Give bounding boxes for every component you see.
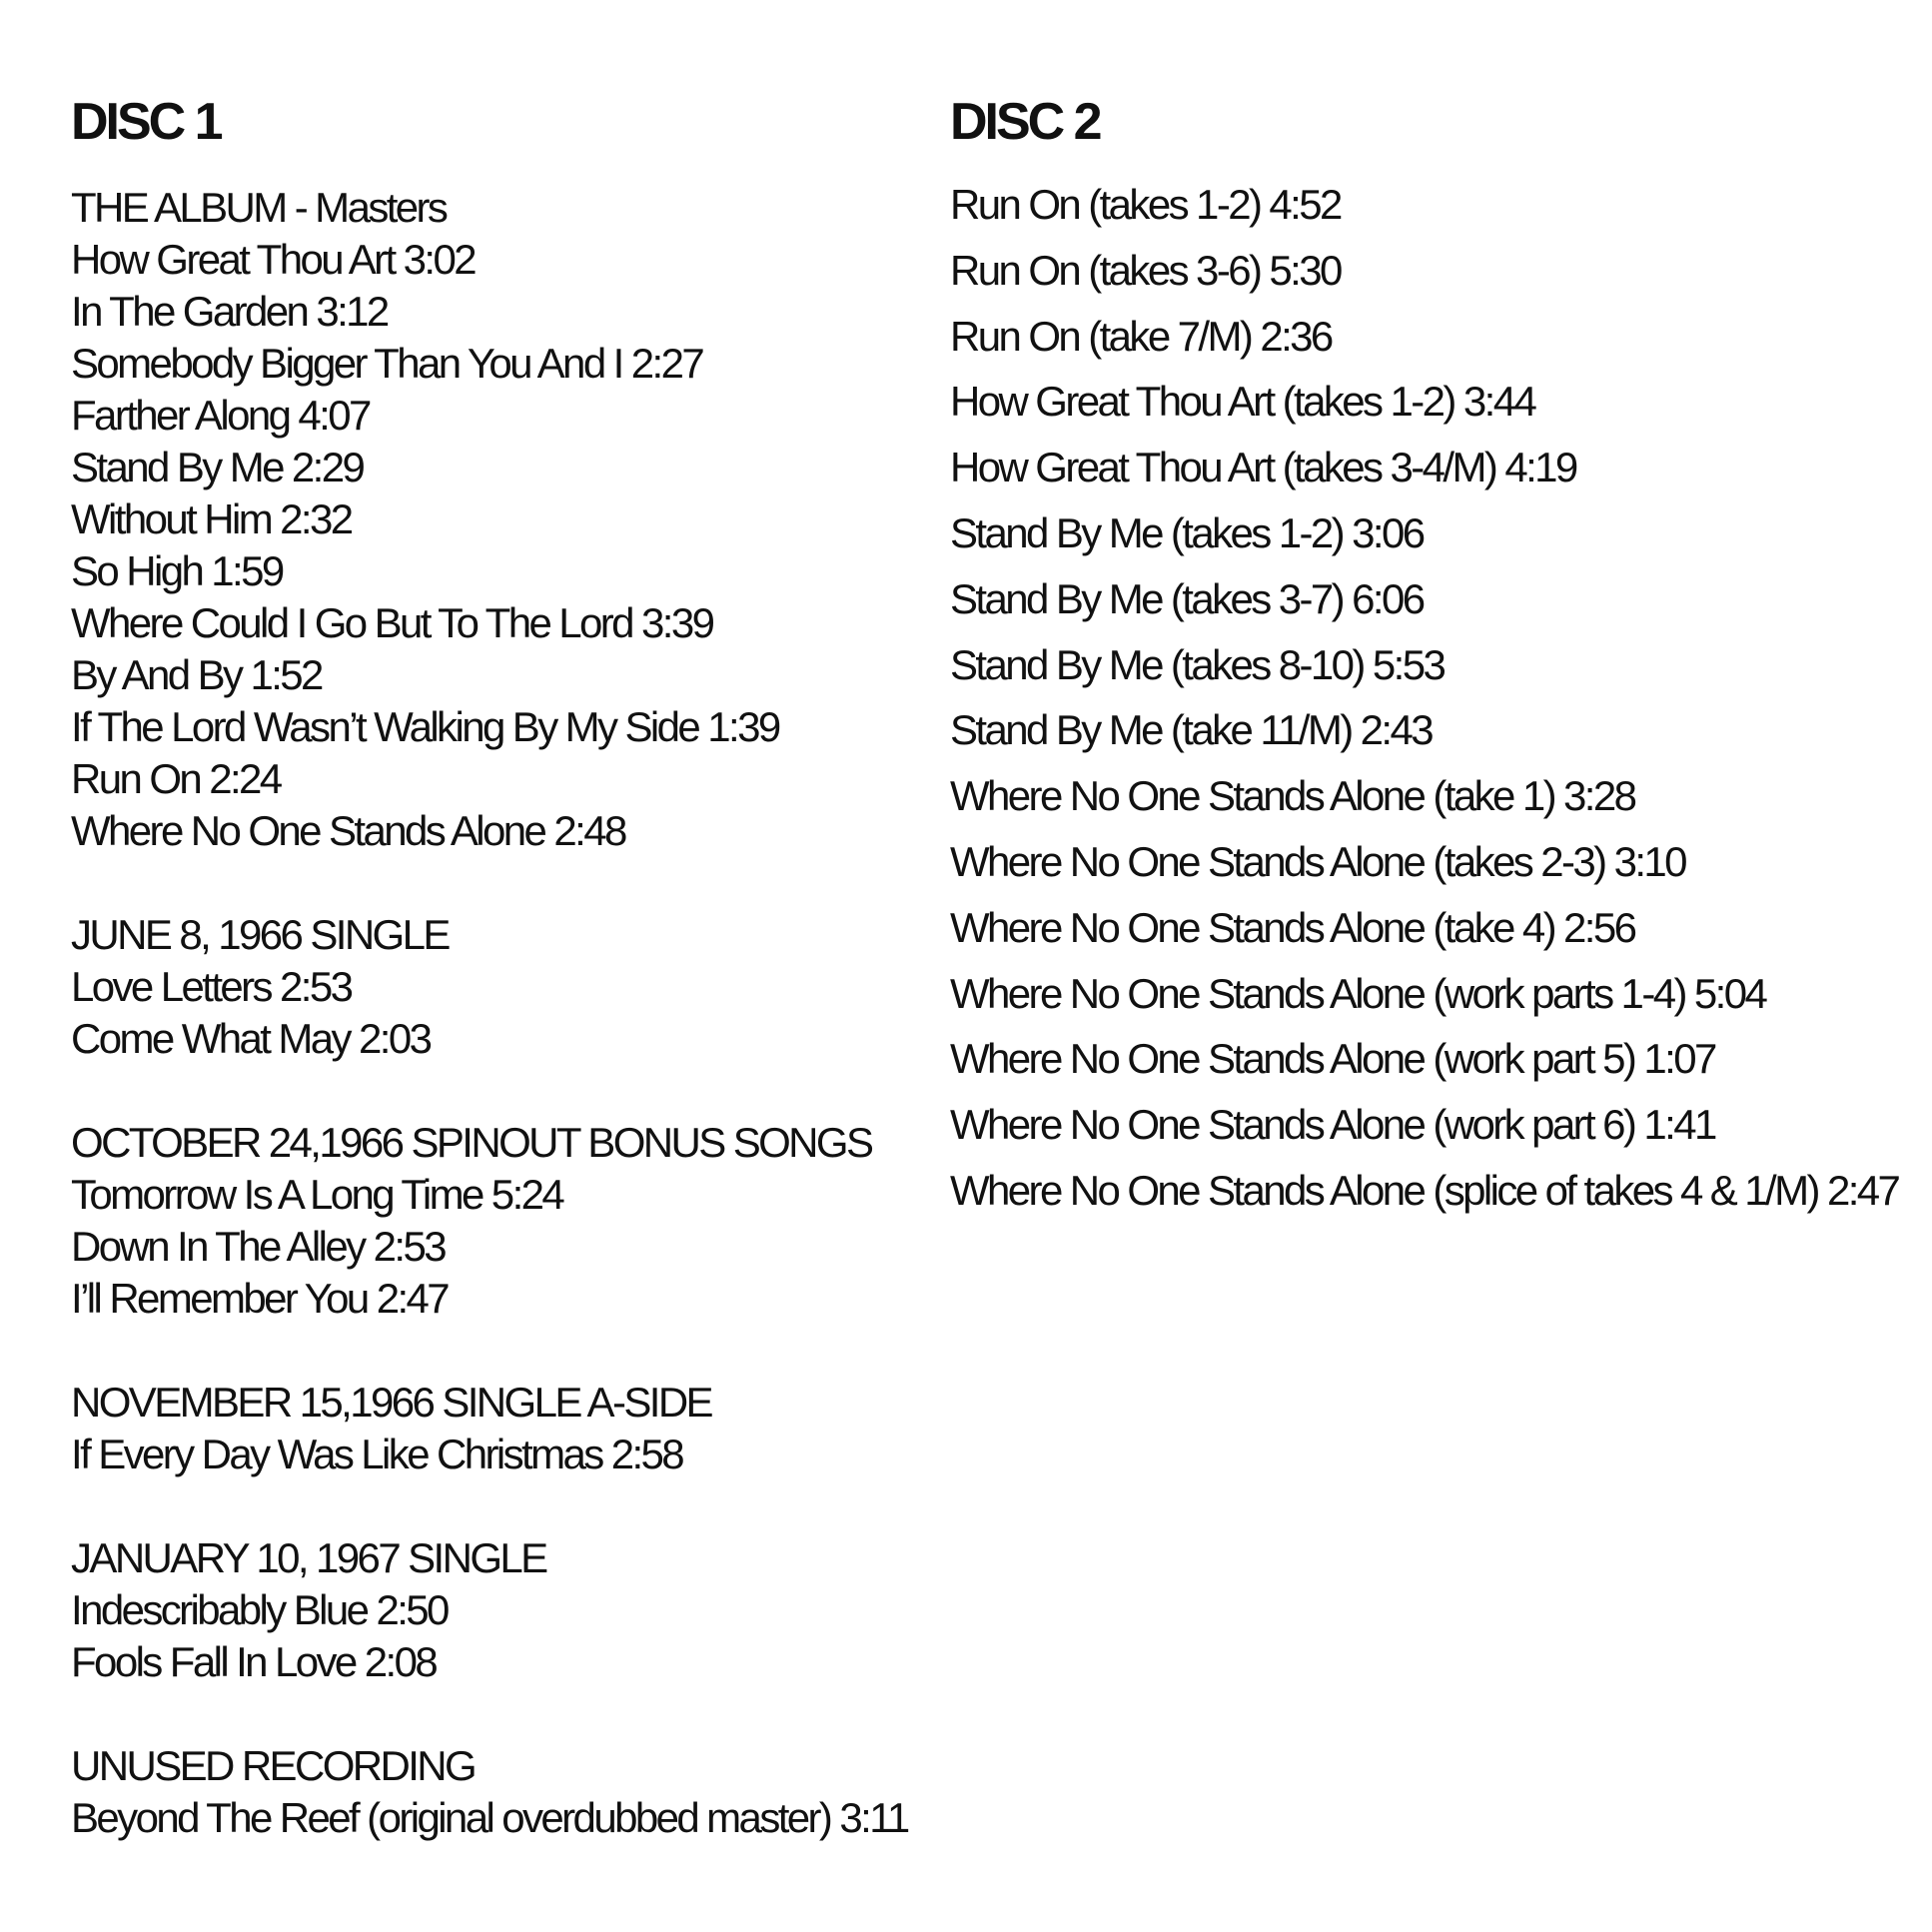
track-line: Stand By Me (takes 3-7) 6:06 bbox=[950, 574, 1424, 622]
section-header: THE ALBUM - Masters bbox=[71, 184, 447, 231]
track-line: Without Him 2:32 bbox=[71, 495, 352, 542]
disc-2-column bbox=[950, 92, 1909, 1224]
section-january-1967-single bbox=[71, 1532, 930, 1688]
track-line: Where No One Stands Alone (splice of takes 4 & 1/M) 2:47 bbox=[950, 1166, 1899, 1214]
track-line: Where No One Stands Alone (takes 2-3) 3:10 bbox=[950, 837, 1685, 885]
track-line: By And By 1:52 bbox=[71, 651, 322, 698]
track-line: Tomorrow Is A Long Time 5:24 bbox=[71, 1171, 563, 1218]
track-line: Run On 2:24 bbox=[71, 755, 281, 802]
track-line: How Great Thou Art (takes 1-2) 3:44 bbox=[950, 378, 1535, 426]
track-line: Where No One Stands Alone (take 4) 2:56 bbox=[950, 903, 1635, 951]
disc-2-title: DISC 2 bbox=[950, 93, 1100, 151]
track-line: Farther Along 4:07 bbox=[71, 392, 370, 439]
section-spinout-bonus-songs bbox=[71, 1117, 930, 1325]
section-june-1966-single bbox=[71, 909, 930, 1065]
track-line: Where No One Stands Alone (work parts 1-4) 5:04 bbox=[950, 969, 1766, 1017]
track-line: Somebody Bigger Than You And I 2:27 bbox=[71, 340, 703, 387]
section-header: OCTOBER 24,1966 SPINOUT BONUS SONGS bbox=[71, 1119, 872, 1166]
track-line: Come What May 2:03 bbox=[71, 1015, 431, 1062]
track-line: Fools Fall In Love 2:08 bbox=[71, 1638, 437, 1685]
section-header: NOVEMBER 15,1966 SINGLE A-SIDE bbox=[71, 1379, 711, 1426]
track-line: Where No One Stands Alone 2:48 bbox=[71, 807, 625, 854]
track-line: If The Lord Wasn’t Walking By My Side 1:39 bbox=[71, 703, 779, 750]
track-line: Stand By Me 2:29 bbox=[71, 444, 364, 490]
track-line: Run On (take 7/M) 2:36 bbox=[950, 312, 1332, 360]
section-unused-recording bbox=[71, 1740, 930, 1844]
track-line: Stand By Me (take 11/M) 2:43 bbox=[950, 706, 1433, 754]
section-header: JANUARY 10, 1967 SINGLE bbox=[71, 1534, 546, 1581]
track-line: Beyond The Reef (original overdubbed master) 3:11 bbox=[71, 1794, 908, 1841]
track-line: In The Garden 3:12 bbox=[71, 288, 388, 335]
section-header: JUNE 8, 1966 SINGLE bbox=[71, 911, 449, 958]
track-line: How Great Thou Art 3:02 bbox=[71, 236, 476, 283]
track-line: If Every Day Was Like Christmas 2:58 bbox=[71, 1431, 683, 1477]
track-line: Stand By Me (takes 8-10) 5:53 bbox=[950, 640, 1445, 688]
track-line: So High 1:59 bbox=[71, 547, 283, 594]
track-line: Indescribably Blue 2:50 bbox=[71, 1586, 448, 1633]
track-line: Down In The Alley 2:53 bbox=[71, 1223, 445, 1270]
track-line: Where Could I Go But To The Lord 3:39 bbox=[71, 599, 713, 646]
section-header: UNUSED RECORDING bbox=[71, 1742, 476, 1789]
track-line: Run On (takes 1-2) 4:52 bbox=[950, 181, 1341, 228]
track-line: Love Letters 2:53 bbox=[71, 963, 352, 1010]
track-line: I’ll Remember You 2:47 bbox=[71, 1275, 449, 1322]
track-line: Where No One Stands Alone (take 1) 3:28 bbox=[950, 772, 1635, 820]
section-the-album bbox=[71, 182, 930, 857]
track-line: Run On (takes 3-6) 5:30 bbox=[950, 246, 1341, 294]
track-line: How Great Thou Art (takes 3-4/M) 4:19 bbox=[950, 444, 1576, 491]
track-line: Stand By Me (takes 1-2) 3:06 bbox=[950, 508, 1424, 556]
disc-1-column bbox=[71, 92, 930, 1844]
disc-1-title: DISC 1 bbox=[71, 93, 221, 151]
track-line: Where No One Stands Alone (work part 5) 1:07 bbox=[950, 1035, 1715, 1083]
track-line: Where No One Stands Alone (work part 6) 1:41 bbox=[950, 1101, 1715, 1149]
section-november-1966-single bbox=[71, 1377, 930, 1480]
